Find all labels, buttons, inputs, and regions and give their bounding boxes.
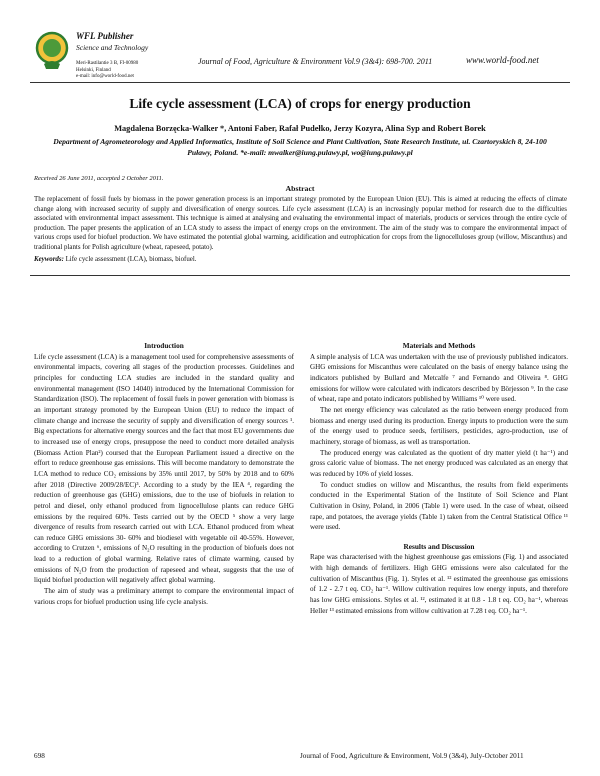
results-heading: Results and Discussion bbox=[403, 541, 475, 551]
article-affiliation: Department of Agrometeorology and Applied Informatics, Institute of Soil Science and Plant Cultivation, State Research Institute, ul. Czartoryskich 8, 24-100 Puławy, Poland. *e-mail: mwalker@iung.pulawy.pl, wo@iung.pulawy.pl bbox=[53, 137, 547, 157]
header-rule bbox=[30, 82, 570, 83]
right-column bbox=[310, 341, 568, 616]
publisher-subtitle: Science and Technology bbox=[76, 43, 149, 52]
methods-heading: Materials and Methods bbox=[402, 341, 476, 350]
received-date: Received 26 June 2011, accepted 2 October 2011. bbox=[34, 175, 164, 182]
abstract-heading: Abstract bbox=[285, 184, 315, 193]
introduction-paragraph: The aim of study was a preliminary attempt to compare the environmental impact of various crops for biofuel production using life cycle analysis. bbox=[34, 587, 294, 606]
article-title: Life cycle assessment (LCA) of crops for energy production bbox=[129, 96, 471, 111]
journal-header: Journal of Food, Agriculture & Environment Vol.9 (3&4): 698-700. 2011 bbox=[198, 57, 433, 66]
journal-website[interactable]: www.world-food.net bbox=[466, 55, 539, 65]
keywords-label: Keywords: bbox=[34, 256, 64, 263]
article-authors: Magdalena Borzęcka-Walker *, Antoni Faber, Rafał Pudełko, Jerzy Kozyra, Alina Syp and Robert Borek bbox=[114, 124, 486, 133]
keywords bbox=[34, 256, 196, 263]
introduction-heading: Introduction bbox=[144, 341, 184, 350]
abstract-text: The replacement of fossil fuels by biomass in the power generation process is an important strategy promoted by the European Union (EU). This is aimed at reducing the effects of climate change along with increased security of supply and diversification of energy sources. Life cycle assessment (LCA) is an increasingly popular method for research due to the difficulties associated with environmental impact assessment. This technique is aimed at analysing and evaluating the environmental impact of materials, products or services through the entire cycle of production. The paper presents the application of an LCA study to assess the impact of energy crops on the environment. The aim of the study was to compare the environmental impact of various crops used for biofuel production. We have estimated the potential global warming, acidification and eutrophication for crops from the lignocelluloses group (willow, Miscanthus) and traditional plants for Polish agriculture (wheat, rapeseed, potato). bbox=[34, 196, 567, 251]
publisher-logo bbox=[34, 30, 70, 70]
methods-paragraph: The produced energy was calculated as the quotient of dry matter yield (t ha⁻¹) and gross caloric value of biomass. The net energy produced was calculated as an energy that was reduced by 10% of yield losses. bbox=[310, 448, 568, 478]
methods-paragraph: A simple analysis of LCA was undertaken with the use of previously published indicators. GHG emissions for Miscanthus were calculated on the basis of energy balance using the indicators published by Bullard and Metcalfe ⁷ and Fernando and Oliveira ⁸. GHG emissions for willow were calculated with indicators described by Börjesson ⁹. In the case of wheat, rape and potato indicators published by Williams ¹⁰ were used. bbox=[310, 352, 568, 404]
publisher-address: Meri-Rastilantie 3 B, FI-00980 Helsinki, Finland e-mail: info@world-food.net bbox=[76, 61, 139, 79]
left-column bbox=[34, 341, 294, 607]
publisher-name: WFL Publisher bbox=[76, 31, 134, 41]
page-number: 698 bbox=[34, 752, 45, 760]
abstract-rule bbox=[30, 275, 570, 276]
introduction-paragraph: Life cycle assessment (LCA) is a management tool used for comprehensive assessments of environmental impacts, covering all stages of the production processes. Guidelines and principles for conducting LCA studies are included in the standard quality and environmental management (ISO 14040) introduced by the International Commission for Standardization (ISO). The replacement of fossil fuels in power generation with biomass is an important strategy promoted by the European Union (EU) to reduce the impact of climate change and increase the security of supply and diversification of energy sources ¹. Big expectations for alternative energy sources and the fact that most EU governments due to increased use of energy crops, presuppose the need to conduct more detailed analysis (Biomass Action Plan²) coursed that the European Parliament issued a directive on the effort to reduce greenhouse gas emissions. This will become mandatory to demonstrate the LCA method to reduce CO₂ emissions by 35% until 2017, by 50% by 2018 and to 60% after 2018 (Directive 2009/28/EC)³. According to a study by the IEA ⁴, regarding the reduction of greenhouse gas (GHG) emissions, due to the use of biofuels in relation to petrol and diesel, only ethanol produced from lignocellulose plants can reduce GHG emissions by the required 60%. Tests carried out by the OECD ⁵ show a very large divergence of results from research carried out with LCA. Ethanol produced from wheat can reduce GHG emissions 30- 60% and biodiesel with vegetable oil 40-55%. However, according to Crutzen ⁶, emissions of N₂O resulting in the production of biofuels does not lead to a reduction of global warming. Relative rates of climate warming, caused by emissions of N₂O from the production of rapeseed and wheat, suggests that the use of liquid biofuel production will negatively affect global warming. bbox=[34, 352, 294, 585]
footer-journal-line: Journal of Food, Agriculture & Environment, Vol.9 (3&4), July-October 2011 bbox=[300, 752, 524, 760]
results-paragraph: Rape was characterised with the highest greenhouse gas emissions (Fig. 1) and associated with high demands of fertilizers. High GHG emissions were also calculated for the cultivation of Miscanthus (Fig. 1). Styles et al. ¹² estimated the greenhouse gas emissions of 1.2 - 2.7 t eq. CO₂ ha⁻¹. Willow cultivation requires low energy inputs, and therefore has low GHG emissions. Styles et al. ¹², estimated it at 0.8 - 1.8 t eq. CO₂ ha⁻¹, whereas Heller ¹³ estimated emissions from willow cultivation at 7.28 t eq. CO₂ ha⁻¹. bbox=[310, 553, 568, 615]
methods-paragraph: To conduct studies on willow and Miscanthus, the results from field experiments conducted in the Experimental Station of the Institute of Soil Science and Plant Cultivation in Osiny, Poland, in 2006 (Table 1) were used. In the case of wheat, oilseed rape, and potatoes, the average yields (Table 1) taken from the Central Statistical Office ¹¹ were used. bbox=[310, 480, 568, 532]
methods-paragraph: The net energy efficiency was calculated as the ratio between energy produced from biomass and energy used during its production. Energy inputs to production were the sum of the energy used to produce seeds, fertilisers, pesticides, agro-production, use of machinery, storage of biomass, as well as transportation. bbox=[310, 405, 568, 446]
keywords-list: Life cycle assessment (LCA), biomass, biofuel. bbox=[65, 256, 197, 263]
